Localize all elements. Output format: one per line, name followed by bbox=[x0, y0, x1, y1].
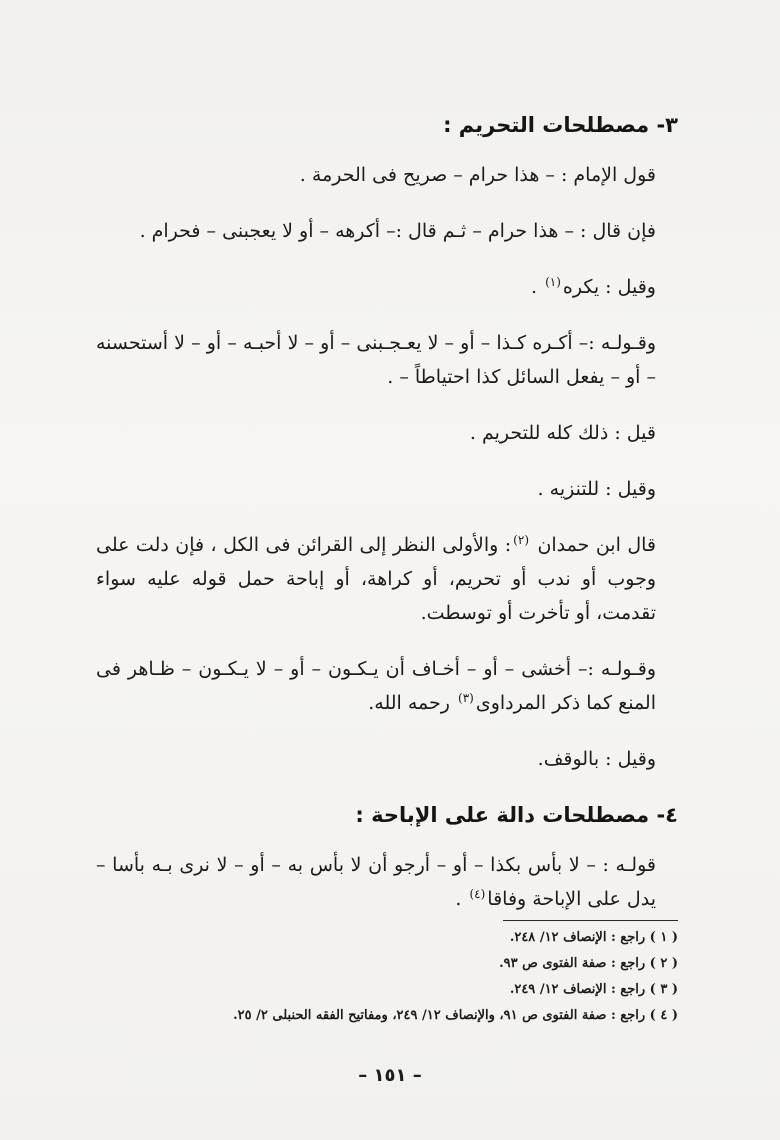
footnote-1: ( ١ ) راجع : الإنصاف ١٢/ ٢٤٨. bbox=[509, 930, 678, 945]
paragraph-said-disliked bbox=[96, 270, 678, 304]
paragraph-text: قولـه : – لا بأس بكذا – أو – أرجو أن لا بأس به – أو – لا نرى بـه بأسا – يدل على الإباحة وفاقا bbox=[96, 854, 656, 910]
paragraph-waqf: وقيل : بالوقف. bbox=[537, 748, 656, 770]
footnote-4: ( ٤ ) راجع : صفة الفتوى ص ٩١، والإنصاف ١٢/ ٢٤٩، ومفاتيح الفقه الحنبلى ٢/ ٢٥. bbox=[233, 1008, 678, 1023]
paragraph-text-end: . bbox=[455, 888, 468, 910]
paragraph-for-tanzih: وقيل : للتنزيه . bbox=[537, 478, 656, 500]
paragraph-text-end: . bbox=[530, 276, 544, 298]
footnote-ref-3[interactable]: (٣) bbox=[458, 690, 474, 705]
paragraph-text: وقيل : يكره bbox=[562, 276, 656, 298]
footnote-ref-4[interactable]: (٤) bbox=[469, 886, 486, 901]
paragraph-all-prohibition: قيل : ذلك كله للتحريم . bbox=[469, 422, 656, 444]
paragraph-text-end: رحمه الله. bbox=[368, 692, 457, 714]
paragraph-imam-statement: قول الإمام : – هذا حرام – صريح فى الحرمة . bbox=[299, 164, 656, 186]
footnotes bbox=[96, 920, 678, 1029]
paragraph-text: قال ابن حمدان bbox=[531, 534, 656, 556]
page-number: – ١٥١ – bbox=[358, 1065, 422, 1086]
section-heading-permissibility: ٤- مصطلحات دالة على الإباحة : bbox=[355, 803, 678, 827]
paragraph-no-harm bbox=[96, 848, 678, 916]
paragraph-fear bbox=[96, 652, 678, 720]
paragraph-if-said: فإن قال : – هذا حرام – ثـم قال :– أكرهه – أو لا يعجبنى – فحرام . bbox=[139, 220, 656, 242]
footnote-2: ( ٢ ) راجع : صفة الفتوى ص ٩٣. bbox=[499, 956, 678, 971]
paragraph-text-end: : والأولى النظر إلى القرائن فى الكل ، فإن دلت على وجوب أو ندب أو تحريم، أو كراهة، أو إباحة حمل قوله عليه سواء تقدمت، أو تأخرت أو توسطت. bbox=[96, 534, 656, 624]
section-heading-prohibition: ٣- مصطلحات التحريم : bbox=[443, 113, 678, 137]
footnote-divider bbox=[503, 920, 678, 921]
footnote-ref-2[interactable]: (٢) bbox=[513, 532, 529, 547]
footnote-3: ( ٣ ) راجع : الإنصاف ١٢/ ٢٤٩. bbox=[509, 982, 678, 997]
footnote-ref-1[interactable]: (١) bbox=[545, 274, 561, 289]
paragraph-ibn-hamdan bbox=[96, 528, 678, 630]
paragraph-his-saying: وقـولـه :– أكـره كـذا – أو – لا يعـجـبنى – أو – لا أحبـه – أو – لا أستحسنه – أو – يفعل السائل كذا احتياطاً – . bbox=[96, 332, 656, 388]
paragraph-text: وقـولـه :– أخشى – أو – أخـاف أن يـكـون – أو – لا يـكـون – ظـاهر فى المنع كما ذكر المرداوى bbox=[96, 658, 656, 714]
main-text bbox=[96, 108, 678, 938]
